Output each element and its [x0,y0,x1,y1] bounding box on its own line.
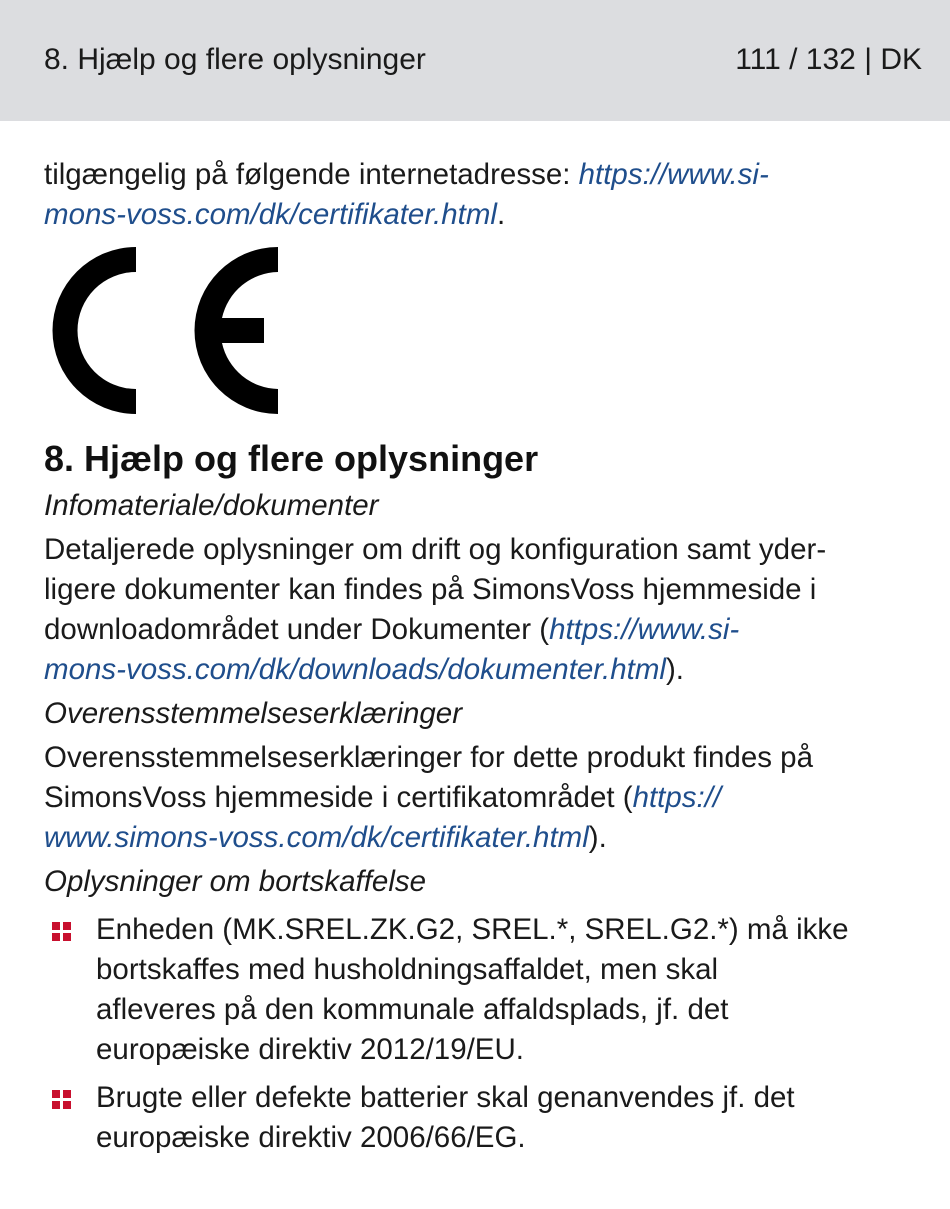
intro-text: tilgængelig på følgende internetadresse: [44,158,579,191]
intro-paragraph: tilgængelig på følgende internetadresse: https://www.si- mons-voss.com/dk/certifikater.html. [44,158,769,231]
list-item: Brugte eller defekte batterier skal genanvendes jf. det europæiske direktiv 2006/66/EG. [44,1078,934,1158]
bullet-icon [52,1090,72,1110]
conformity-paragraph: Overensstemmelseserklæringer for dette produkt findes på SimonsVoss hjemmeside i certifikatområdet (https:// www.simons-voss.com/dk/certifikater.html). [44,741,813,854]
ce-mark-icon [44,247,278,414]
certificates-link[interactable]: https://www.si- mons-voss.com/dk/certifikater.html [44,158,769,231]
page-header [0,0,950,121]
conformity-certificates-link[interactable]: https:// www.simons-voss.com/dk/certifikater.html [44,781,722,854]
bullet-icon [52,922,72,942]
disposal-list [44,910,934,1158]
disposal-heading: Oplysninger om bortskaffelse [44,865,427,898]
header-page-number: 111 / 132 | DK [735,43,922,76]
documents-link[interactable]: https://www.si- mons-voss.com/dk/downloads/dokumenter.html [44,613,740,686]
info-heading: Infomateriale/dokumenter [44,489,379,522]
conformity-heading: Overensstemmelseserklæringer [44,697,463,730]
header-chapter-title: 8. Hjælp og flere oplysninger [44,43,426,76]
section-title: 8. Hjælp og flere oplysninger [44,438,539,479]
list-item: Enheden (MK.SREL.ZK.G2, SREL.*, SREL.G2.*) må ikke bortskaffes med husholdningsaffaldet, men skal afleveres på den kommunale affaldsplads, jf. det europæiske direktiv 2012/19/EU. [44,910,934,1070]
info-paragraph: Detaljerede oplysninger om drift og konfiguration samt yder- ligere dokumenter kan findes på SimonsVoss hjemmeside i downloadområdet under Dokumenter (https://www.si- mons-voss.com/dk/downloads/dokumenter.html). [44,533,827,686]
page-content [44,155,934,1166]
